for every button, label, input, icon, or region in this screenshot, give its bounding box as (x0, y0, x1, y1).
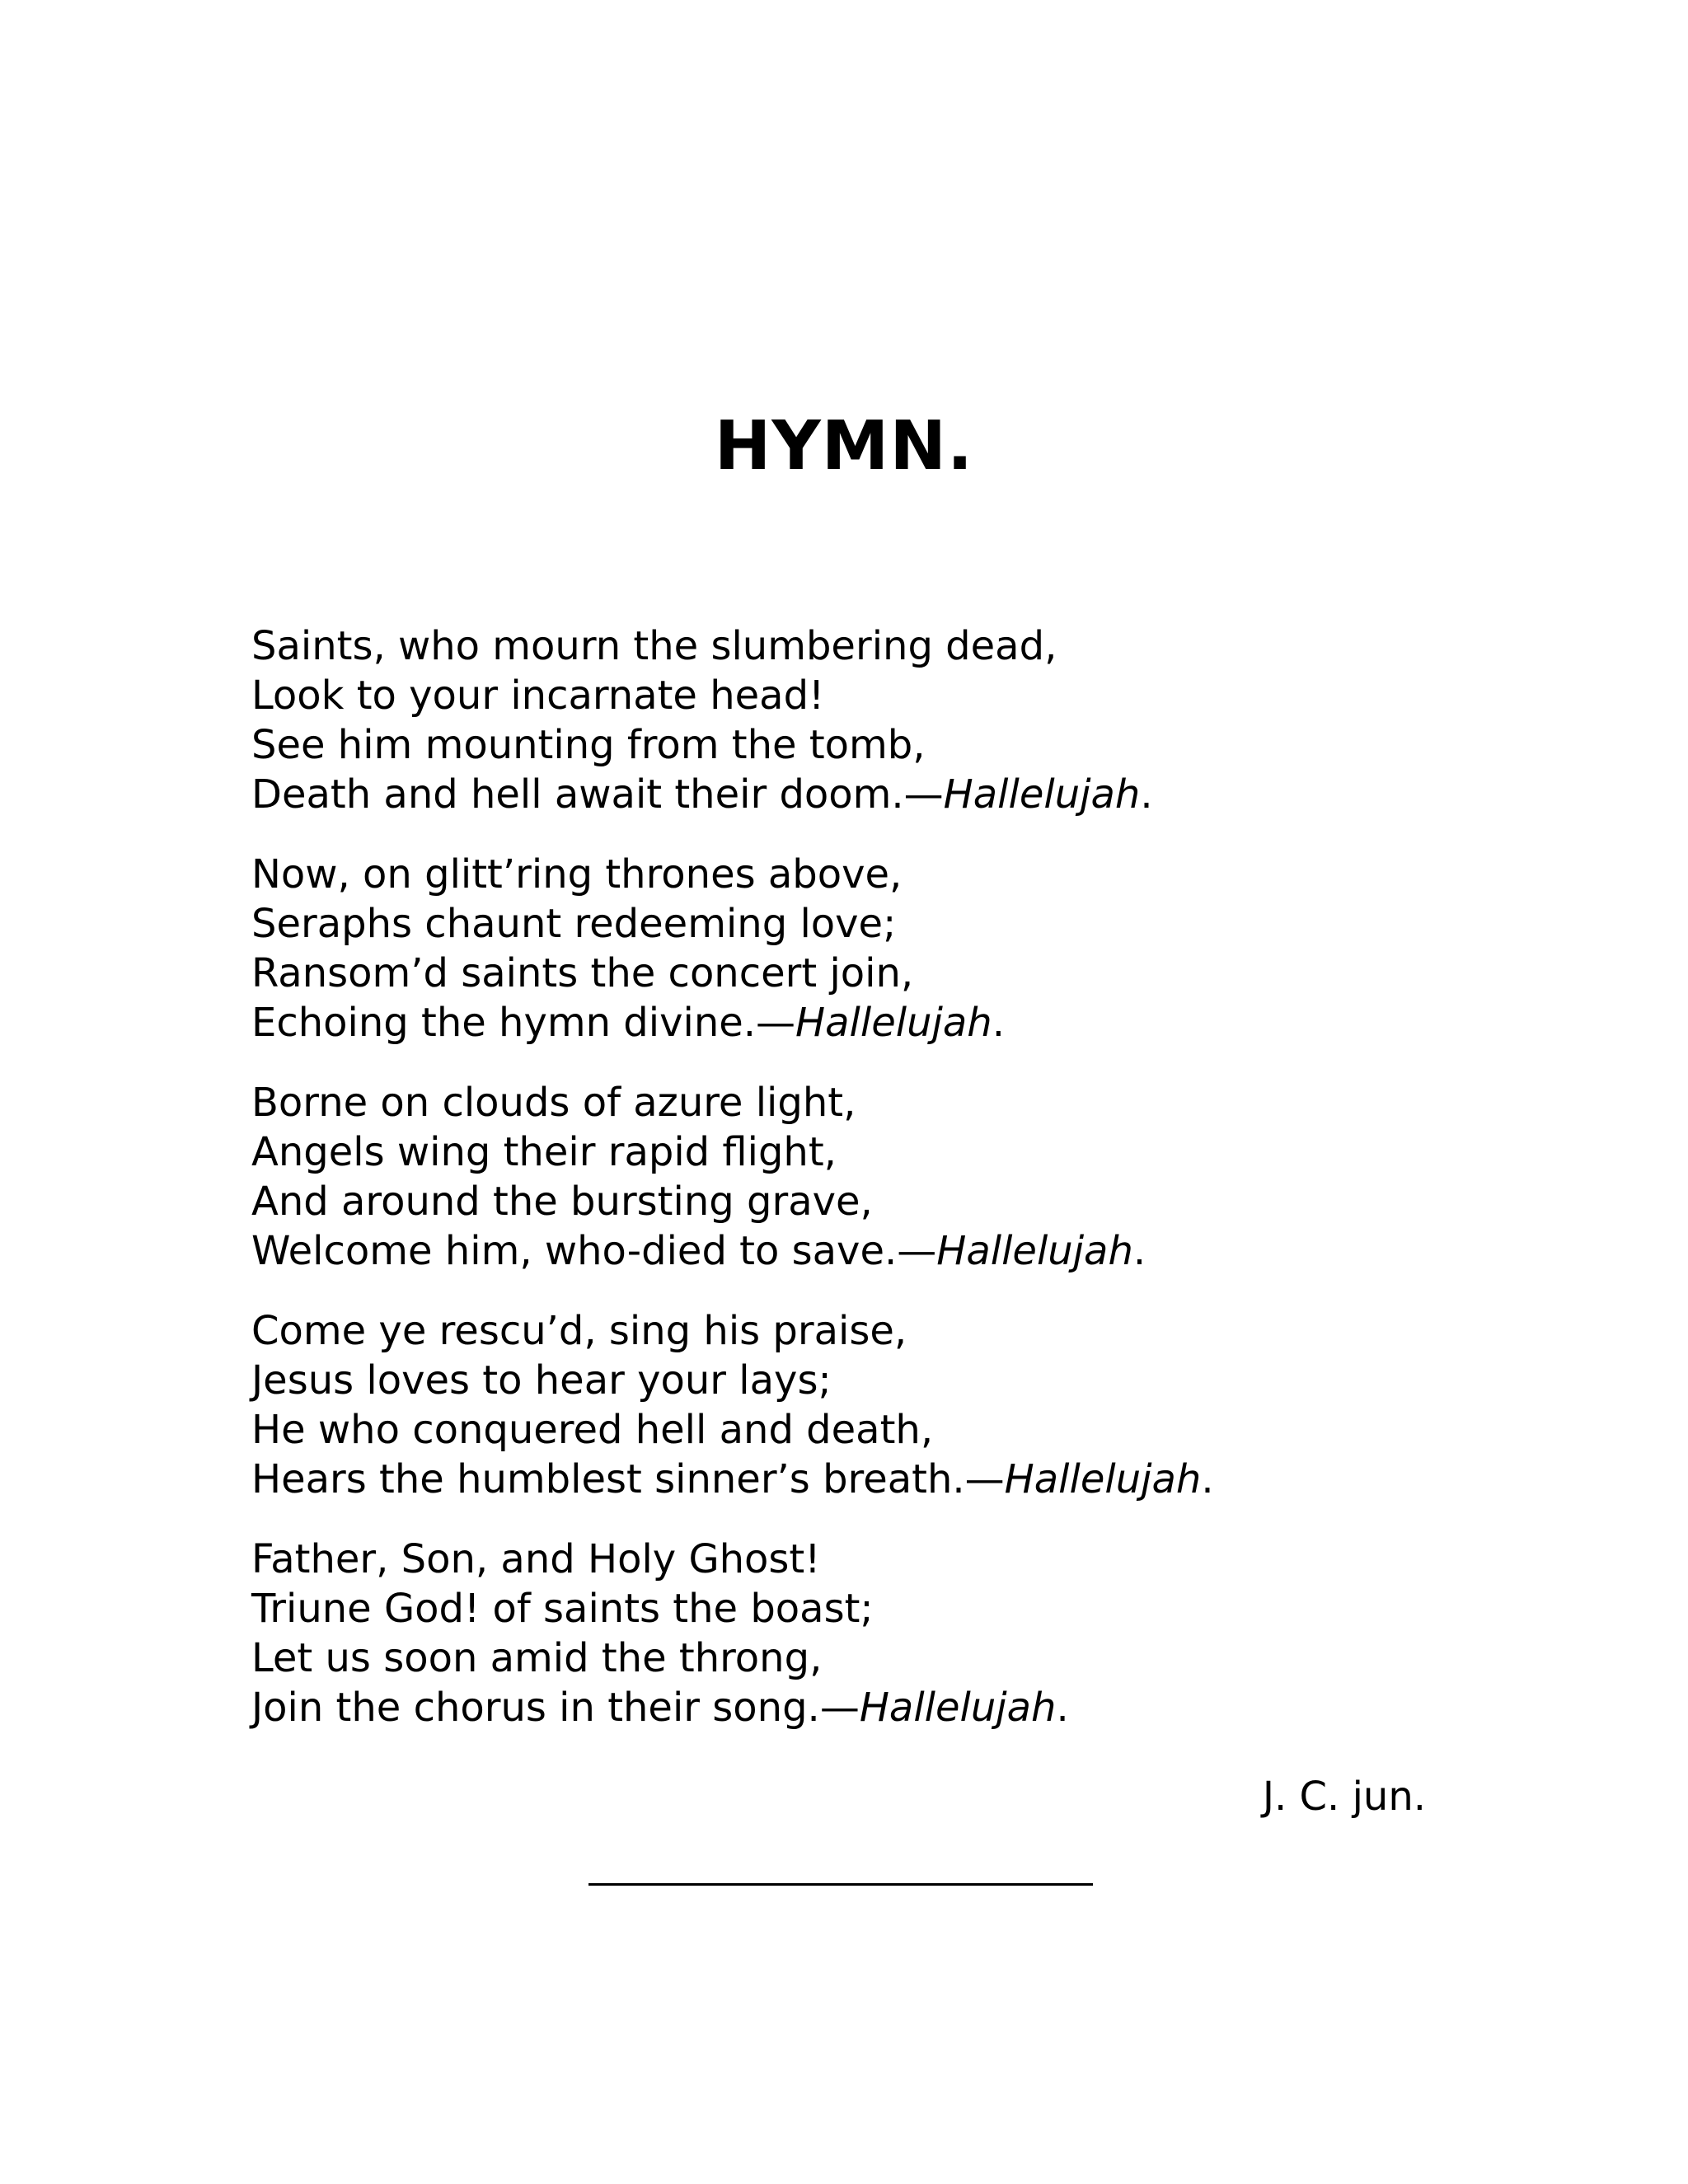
line-text: Look to your incarnate head! (251, 673, 825, 719)
refrain-hallelujah: Hallelujah (943, 771, 1141, 818)
line-end-punctuation: . (1201, 1456, 1214, 1502)
line-text: Come ye rescu’d, sing his praise, (251, 1308, 907, 1354)
stanza-2 (251, 850, 1488, 1047)
poem-line (251, 1226, 1488, 1276)
poem-line (251, 1078, 1488, 1127)
line-end-punctuation: . (1132, 1228, 1146, 1274)
line-end-punctuation: . (1056, 1685, 1069, 1731)
poem-line (251, 1356, 1488, 1405)
line-text: Ransom’d saints the concert join, (251, 950, 914, 996)
poem-line (251, 1306, 1488, 1356)
line-text: Now, on glitt’ring thrones above, (251, 851, 903, 898)
line-text: Let us soon amid the throng, (251, 1635, 823, 1681)
line-text: And around the bursting grave, (251, 1179, 873, 1225)
refrain-hallelujah: Hallelujah (936, 1228, 1133, 1274)
refrain-hallelujah: Hallelujah (1004, 1456, 1202, 1502)
poem-line (251, 1633, 1488, 1683)
section-divider (588, 1883, 1093, 1886)
line-text: He who conquered hell and death, (251, 1407, 934, 1453)
stanza-1 (251, 621, 1488, 819)
line-text: Father, Son, and Holy Ghost! (251, 1536, 821, 1582)
stanza-4 (251, 1306, 1488, 1504)
refrain-hallelujah: Hallelujah (859, 1685, 1057, 1731)
line-text: Borne on clouds of azure light, (251, 1080, 856, 1126)
poem-line (251, 1535, 1488, 1584)
poem-line (251, 621, 1488, 671)
poem-line (251, 998, 1488, 1047)
line-end-punctuation: . (992, 1000, 1005, 1046)
poem-title: HYMN. (714, 407, 974, 485)
line-text: Triune God! of saints the boast; (251, 1586, 874, 1632)
line-text: Welcome him, who-died to save.— (251, 1228, 937, 1274)
line-text: Death and hell await their doom.— (251, 771, 944, 818)
poem-body (251, 621, 1488, 1763)
poem-line (251, 850, 1488, 899)
poem-line (251, 1683, 1488, 1732)
line-text: Saints, who mourn the slumbering dead, (251, 623, 1057, 669)
poem-line (251, 1127, 1488, 1177)
stanza-3 (251, 1078, 1488, 1276)
line-text: Echoing the hymn divine.— (251, 1000, 796, 1046)
poem-line (251, 720, 1488, 770)
author-signature: J. C. jun. (1262, 1774, 1426, 1820)
refrain-hallelujah: Hallelujah (795, 1000, 992, 1046)
poem-line (251, 1455, 1488, 1504)
poem-line (251, 1177, 1488, 1226)
line-text: Hears the humblest sinner’s breath.— (251, 1456, 1005, 1502)
poem-line (251, 770, 1488, 819)
line-text: Angels wing their rapid flight, (251, 1129, 837, 1175)
stanza-5 (251, 1535, 1488, 1732)
line-text: Seraphs chaunt redeeming love; (251, 901, 897, 947)
line-text: Jesus loves to hear your lays; (251, 1357, 832, 1404)
poem-line (251, 671, 1488, 720)
line-text: Join the chorus in their song.— (251, 1685, 860, 1731)
poem-line (251, 899, 1488, 949)
poem-line (251, 949, 1488, 998)
line-end-punctuation: . (1140, 771, 1153, 818)
line-text: See him mounting from the tomb, (251, 722, 926, 768)
poem-line (251, 1405, 1488, 1455)
poem-line (251, 1584, 1488, 1633)
